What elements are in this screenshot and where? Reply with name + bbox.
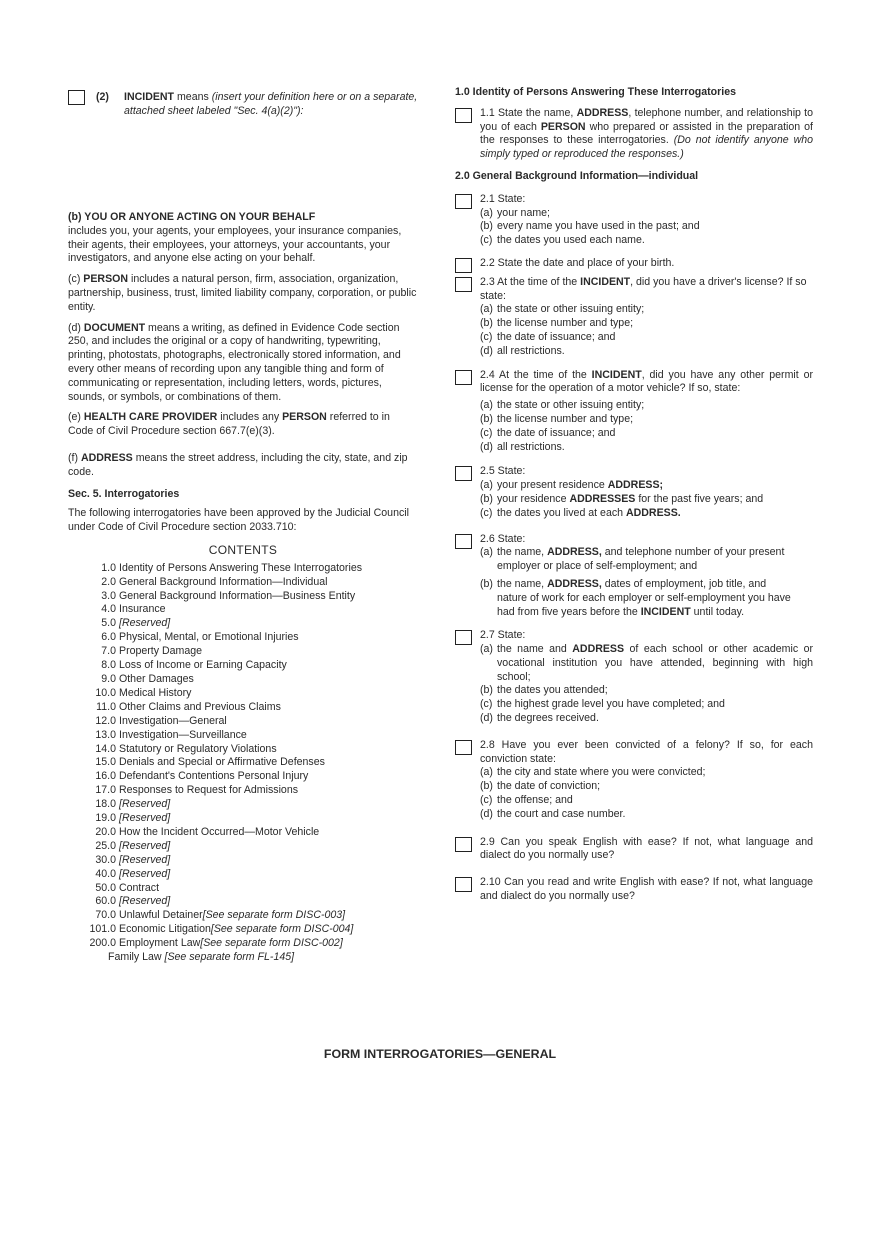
incident-text: INCIDENT means (insert your definition here or on a separate, attached sheet labeled "Sec. 4(a)(2)"): [124, 91, 418, 117]
contents-item-title: [Reserved] [119, 853, 171, 866]
sub-item [480, 427, 813, 441]
contents-item [78, 895, 418, 909]
contents-list [78, 562, 418, 910]
contents-item [78, 701, 418, 715]
contents-item-title: Unlawful Detainer [119, 909, 203, 922]
contents-item-number: 15.0 [95, 756, 116, 769]
question-2-6-b: (b) the name, ADDRESS, dates of employment, job title, and nature of work for each employer or self-employment you have had from five years before the INCIDENT until today. [480, 577, 791, 618]
contents-item-number: 6.0 [101, 631, 116, 644]
contents-item-number: 17.0 [95, 784, 116, 797]
sub-item-text: the date of conviction; [497, 780, 601, 793]
question-2-7: 2.7 State: (a) the name and ADDRESS of each school or other academic or vocational institution you have attended, beginning with high school; (b) the dates you attended; (c) the highest grade level you have completed; and (d) the degrees received. [455, 629, 813, 726]
contents-item-title: Other Claims and Previous Claims [119, 700, 281, 713]
contents-item-title: How the Incident Occurred—Motor Vehicle [119, 825, 320, 838]
sub-item [480, 794, 813, 808]
contents-item [78, 743, 418, 757]
section-5 [68, 488, 418, 535]
contents-item-number: 30.0 [95, 853, 116, 866]
sub-item-letter: (d) [480, 712, 493, 725]
question-2-5-b: (b) your residence ADDRESSES for the past five years; and [480, 492, 764, 505]
sub-item [480, 698, 813, 712]
contents-item-number: 9.0 [101, 672, 116, 685]
sub-item [480, 317, 813, 331]
question-2-1-checkbox[interactable] [455, 194, 472, 209]
sub-item-letter: (d) [480, 440, 493, 453]
question-2-6: 2.6 State: (a) the name, ADDRESS, and telephone number of your present employer or place of self-employment; and (b) the name, ADDRESS, dates of employment, job title, and nature of work for each employer or self-employment you have had from five years before the INCIDENT until today. [455, 533, 813, 620]
contents-item-title: [Reserved] [119, 867, 171, 880]
section-5-heading: Sec. 5. Interrogatories [68, 487, 180, 500]
sub-item-text: the degrees received. [497, 712, 599, 725]
contents-item [78, 826, 418, 840]
contents-item-title: Investigation—General [119, 714, 227, 727]
contents-item-number: 11.0 [96, 700, 116, 713]
question-1-1: 1.1 State the name, ADDRESS, telephone number, and relationship to you of each PERSON who prepared or assisted in the preparation of the responses to these interrogatories. (Do not identify anyone who simply typed or reproduced the responses.) [455, 107, 813, 162]
sub-item-letter: (a) [480, 206, 493, 219]
contents-item [78, 729, 418, 743]
sub-item-letter: (c) [480, 234, 493, 247]
sub-item-letter: (b) [480, 684, 493, 697]
sub-item-text: the date of issuance; and [497, 330, 616, 343]
sub-item-letter: (d) [480, 807, 493, 820]
right-column [455, 86, 813, 909]
section-1-heading: 1.0 Identity of Persons Answering These Interrogatories [455, 86, 736, 98]
sub-item-text: all restrictions. [497, 440, 565, 453]
left-column [68, 90, 418, 965]
contents-item-number: 25.0 [95, 839, 116, 852]
contents-item-title: General Background Information—Individual [119, 575, 328, 588]
definition-d: (d) DOCUMENT means a writing, as defined in Evidence Code section 250, and includes the original or a copy of handwriting, typewriting, printing, photostats, photographs, electronically stored information, and every other means of recording upon any tangible thing and form of communicating or representation, including letters, words, pictures, sounds, or symbols, or combinations of them. [68, 321, 401, 403]
question-2-10-checkbox[interactable] [455, 877, 472, 892]
sub-item-text: your name; [497, 206, 550, 219]
contents-item-number: 1.0 [101, 561, 116, 574]
sub-item-letter: (b) [480, 220, 493, 233]
contents-item [78, 854, 418, 868]
contents-item [78, 784, 418, 798]
contents-item-number: 60.0 [95, 895, 116, 908]
sub-item [480, 207, 813, 221]
question-2-9: 2.9 Can you speak English with ease? If not, what language and dialect do you normally use? [455, 836, 813, 864]
incident-checkbox[interactable] [68, 90, 85, 105]
contents-item-title: Responses to Request for Admissions [119, 784, 299, 797]
sub-item [480, 234, 813, 248]
contents-item [78, 617, 418, 631]
contents-item-title: Property Damage [119, 645, 203, 658]
definition-c: (c) PERSON includes a natural person, firm, association, organization, partnership, business, trust, limited liability company, corporation, or public entity. [68, 273, 417, 313]
sub-item [480, 780, 813, 794]
question-2-7-subitems [480, 684, 813, 725]
contents-item-number: 4.0 [101, 603, 116, 616]
contents-item-title: [Reserved] [119, 839, 171, 852]
question-2-1: 2.1 State: (a) your name; (b) every name you have used in the past; and (c) the dates you used each name. [455, 193, 813, 248]
sub-item-text: the dates you used each name. [497, 234, 645, 247]
sub-item-letter: (d) [480, 344, 493, 357]
contents-item-note: [See separate form DISC-004] [210, 923, 354, 936]
sub-item-letter: (b) [480, 412, 493, 425]
question-2-4-checkbox[interactable] [455, 370, 472, 385]
contents-item [78, 937, 418, 951]
contents-item [78, 659, 418, 673]
sub-item-text: the offense; and [497, 794, 573, 807]
sub-item-letter: (a) [480, 303, 493, 316]
contents-item-number: 5.0 [101, 617, 116, 630]
sub-item-letter: (a) [480, 766, 493, 779]
sub-item-text: the license number and type; [497, 317, 634, 330]
sub-item [480, 220, 813, 234]
sub-item-letter: (a) [480, 399, 493, 412]
contents-item-note: [See separate form DISC-002] [200, 937, 343, 950]
question-2-7-a: (a) the name and ADDRESS of each school or other academic or vocational institution you have attended, beginning with high school; [480, 643, 814, 683]
sub-item-text: the dates you attended; [497, 684, 608, 697]
contents-item [78, 798, 418, 812]
contents-extra-list [78, 909, 418, 951]
contents-item-title: [Reserved] [119, 798, 171, 811]
question-2-6-a: (a) the name, ADDRESS, and telephone number of your present employer or place of self-employment; and [480, 546, 785, 573]
contents-item-title: Medical History [119, 686, 192, 699]
sub-item [480, 331, 813, 345]
contents-item-number: 8.0 [101, 659, 116, 672]
question-2-6-checkbox[interactable] [455, 534, 472, 549]
sub-item-letter: (c) [480, 330, 493, 343]
contents-item [78, 576, 418, 590]
contents-item-number: 13.0 [95, 728, 116, 741]
contents-item-title: Other Damages [119, 672, 194, 685]
sub-item-letter: (b) [480, 780, 493, 793]
question-2-7-checkbox[interactable] [455, 630, 472, 645]
sub-item-letter: (c) [480, 794, 493, 807]
sub-item-letter: (c) [480, 698, 493, 711]
sub-item-text: the highest grade level you have completed; and [497, 698, 725, 711]
question-2-2: 2.2 State the date and place of your birth. [455, 257, 813, 271]
question-2-8-checkbox[interactable] [455, 740, 472, 755]
contents-item [78, 923, 418, 937]
contents-item-number: 70.0 [95, 909, 116, 922]
question-2-5: 2.5 State: (a) your present residence ADDRESS; (b) your residence ADDRESSES for the past five years; and (c) the dates you lived at each ADDRESS. [455, 465, 813, 520]
contents-item-title: Denials and Special or Affirmative Defenses [119, 756, 325, 769]
contents-item-number: 16.0 [95, 770, 116, 783]
contents-item-number: 14.0 [95, 742, 116, 755]
question-2-3-checkbox[interactable] [455, 277, 472, 292]
sub-item-text: the state or other issuing entity; [497, 399, 645, 412]
sub-item-letter: (b) [480, 317, 493, 330]
contents-item [78, 590, 418, 604]
sub-item-text: all restrictions. [497, 344, 565, 357]
sub-item-text: the court and case number. [497, 807, 626, 820]
question-1-1-checkbox[interactable] [455, 108, 472, 123]
question-2-3: 2.3 At the time of the INCIDENT, did you have a driver's license? If so state: (a) the state or other issuing entity; (b) the license number and type; (c) the date of issuance; and (d) all restrictions. [455, 276, 813, 359]
sub-item [480, 345, 813, 359]
sub-item [480, 808, 813, 822]
sub-item [480, 684, 813, 698]
contents-item [78, 645, 418, 659]
contents-item-title: Employment Law [119, 937, 201, 950]
sub-item-text: the city and state where you were convicted; [497, 766, 706, 779]
sub-item-text: the state or other issuing entity; [497, 303, 645, 316]
contents-item-number: 20.0 [95, 825, 116, 838]
contents-title: CONTENTS [208, 542, 278, 557]
contents-item [78, 840, 418, 854]
contents-item-number: 101.0 [89, 923, 116, 936]
sub-item [480, 303, 813, 317]
contents-item-title: [Reserved] [119, 812, 171, 825]
question-2-4: 2.4 At the time of the INCIDENT, did you have any other permit or license for the operation of a motor vehicle? If so, state: (a) the state or other issuing entity; (b) the license number and type; (c) the date of issuance; and (d) all restrictions. [455, 369, 813, 455]
contents-item [78, 770, 418, 784]
contents-item-number: 200.0 [89, 937, 116, 950]
question-2-8: 2.8 Have you ever been convicted of a felony? If so, for each conviction state: (a) the city and state where you were convicted; (b) the date of conviction; (c) the offense; and (d) the court and case number. [455, 739, 813, 822]
contents-item-title: Loss of Income or Earning Capacity [119, 659, 287, 672]
contents-family-law: Family Law [See separate form FL-145] [108, 951, 295, 964]
contents-item-title: Identity of Persons Answering These Interrogatories [119, 561, 363, 574]
contents-item-title: Contract [119, 881, 160, 894]
contents-item [78, 631, 418, 645]
contents-item [78, 673, 418, 687]
contents-item-number: 40.0 [95, 867, 116, 880]
definition-f: (f) ADDRESS means the street address, including the city, state, and zip code. [68, 451, 408, 478]
section-5-text: The following interrogatories have been approved by the Judicial Council under Code of Civil Procedure section 2033.710: [68, 507, 409, 534]
incident-definition [68, 90, 418, 208]
sub-item [480, 413, 813, 427]
contents-item [78, 603, 418, 617]
contents-item [78, 909, 418, 923]
question-2-5-checkbox[interactable] [455, 466, 472, 481]
contents-item [78, 756, 418, 770]
contents-item-title: Insurance [119, 603, 166, 616]
contents-item [78, 562, 418, 576]
sub-item [480, 441, 813, 455]
contents-item-title: Investigation—Surveillance [119, 728, 247, 741]
contents-item [78, 882, 418, 896]
contents-item-title: General Background Information—Business Entity [119, 589, 356, 602]
definition-b: (b) YOU OR ANYONE ACTING ON YOUR BEHALF includes you, your agents, your employees, your insurance companies, their agents, their employees, your attorneys, your accountants, your investigators, and anyone else acting on your behalf. [68, 211, 402, 265]
contents-item-title: [Reserved] [119, 617, 171, 630]
question-2-2-checkbox[interactable] [455, 258, 472, 273]
contents-item-number: 7.0 [101, 645, 116, 658]
contents-item [78, 715, 418, 729]
sub-item-text: the date of issuance; and [497, 426, 616, 439]
contents-item-number: 12.0 [95, 714, 116, 727]
question-2-1-subitems [480, 207, 813, 248]
contents-item [78, 812, 418, 826]
contents-item-title: Physical, Mental, or Emotional Injuries [119, 631, 299, 644]
contents-item-number: 18.0 [95, 798, 116, 811]
sub-item [480, 766, 813, 780]
contents-item-number: 2.0 [101, 575, 116, 588]
question-2-4-subitems [480, 399, 813, 454]
contents-item [78, 868, 418, 882]
contents-item-title: Defendant's Contentions Personal Injury [119, 770, 309, 783]
section-2-heading: 2.0 General Background Information—individual [455, 169, 699, 182]
contents-item-title: [Reserved] [119, 895, 171, 908]
contents-item-number: 10.0 [95, 686, 116, 699]
question-2-9-checkbox[interactable] [455, 837, 472, 852]
form-title-footer: FORM INTERROGATORIES—GENERAL [323, 1047, 557, 1061]
question-2-5-a: (a) your present residence ADDRESS; [480, 479, 664, 492]
sub-item [480, 712, 813, 726]
sub-item-text: every name you have used in the past; and [497, 220, 700, 233]
question-2-8-subitems [480, 766, 813, 821]
question-2-3-subitems [480, 303, 813, 358]
contents-item-note: [See separate form DISC-003] [202, 909, 346, 922]
sub-item-text: the license number and type; [497, 412, 634, 425]
question-2-10: 2.10 Can you read and write English with ease? If not, what language and dialect do you normally use? [455, 876, 813, 904]
sub-item-letter: (c) [480, 426, 493, 439]
contents-item-title: Statutory or Regulatory Violations [119, 742, 277, 755]
question-2-5-c: (c) the dates you lived at each ADDRESS. [480, 506, 681, 519]
definition-e: (e) HEALTH CARE PROVIDER includes any PERSON referred to in Code of Civil Procedure section 667.7(e)(3). [68, 411, 390, 438]
contents-item [78, 687, 418, 701]
contents-item-title: Economic Litigation [119, 923, 211, 936]
incident-number: (2) [96, 91, 109, 103]
contents-item-number: 3.0 [101, 589, 116, 602]
contents-item-number: 50.0 [95, 881, 116, 894]
sub-item [480, 399, 813, 413]
contents-item-number: 19.0 [95, 812, 116, 825]
